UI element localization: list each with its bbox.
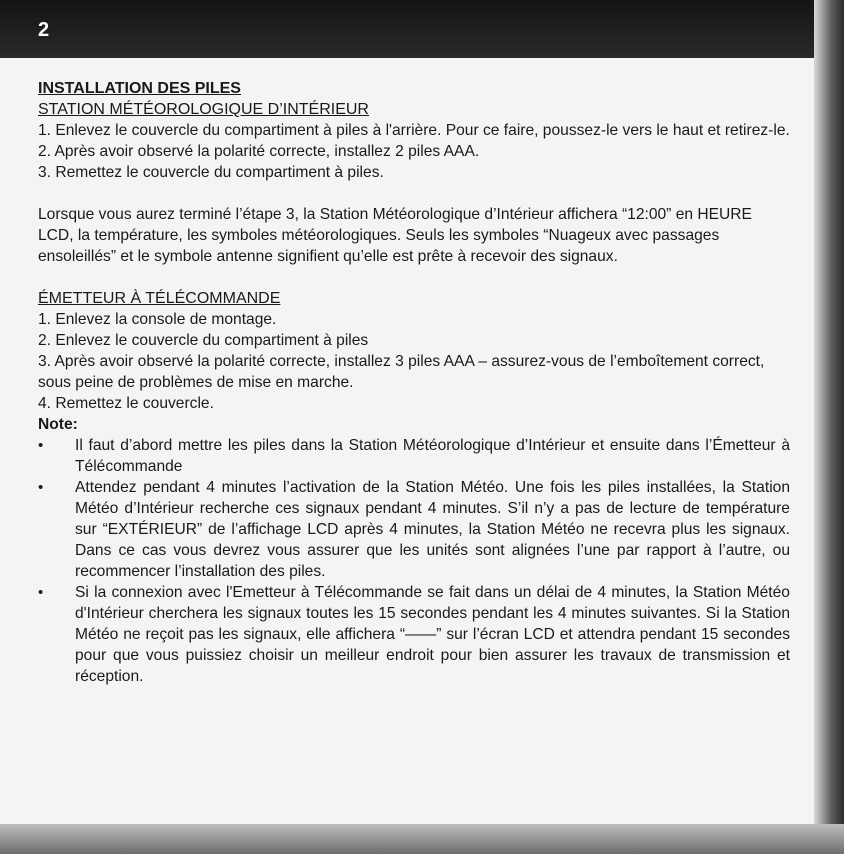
remote-step-1: 1. Enlevez la console de montage. (38, 311, 277, 328)
indoor-step-2: 2. Après avoir observé la polarité correcte, installez 2 piles AAA. (38, 143, 480, 160)
remote-steps (38, 309, 790, 414)
page-number: 2 (38, 19, 50, 41)
note-text: Attendez pendant 4 minutes l’activation de la Station Météo. Une fois les piles installées, la Station Météo d’Intérieur recherche ces signaux pendant 4 minutes. S’il n’y a pas de lecture de température sur “EXTÉRIEUR” de l’affichage LCD après 4 minutes, la Station Météo ne recevra plus les signaux. Dans ce cas vous devrez vous assurer que les unités sont alignées l’une par rapport à l’autre, ou recommencer l’installation des piles. (75, 479, 790, 580)
bullet-icon: • (38, 479, 44, 496)
page-title: INSTALLATION DES PILES (38, 80, 241, 97)
note-item (38, 435, 790, 477)
indoor-step-1: 1. Enlevez le couvercle du compartiment à piles à l'arrière. Pour ce faire, poussez-le vers le haut et retirez-le. (38, 122, 790, 139)
note-item (38, 582, 790, 687)
note-label: Note: (38, 416, 78, 433)
note-text: Il faut d’abord mettre les piles dans la Station Météorologique d’Intérieur et ensuite dans l’Émetteur à Télécommande (75, 437, 790, 475)
indoor-station-heading: STATION MÉTÉOROLOGIQUE D’INTÉRIEUR (38, 101, 369, 118)
top-band (0, 0, 844, 58)
remote-step-3: 3. Après avoir observé la polarité correcte, installez 3 piles AAA – assurez-vous de l’emboîtement correct, sous peine de problèmes de mise en marche. (38, 353, 765, 391)
indoor-paragraph: Lorsque vous aurez terminé l’étape 3, la Station Météorologique d’Intérieur affichera “12:00” en HEURE LCD, la température, les symboles météorologiques. Seuls les symboles “Nuageux avec passages ensoleillés” et le symbole antenne signifient qu’elle est prête à recevoir des signaux. (38, 206, 752, 265)
bullet-icon: • (38, 437, 44, 454)
document-body (38, 78, 790, 687)
indoor-steps (38, 120, 790, 183)
remote-transmitter-heading: ÉMETTEUR À TÉLÉCOMMANDE (38, 290, 281, 307)
note-item (38, 477, 790, 582)
notes-list (38, 435, 790, 687)
bottom-band (0, 824, 844, 854)
remote-step-4: 4. Remettez le couvercle. (38, 395, 214, 412)
bullet-icon: • (38, 584, 44, 601)
page-edge-shadow (814, 0, 844, 854)
note-text: Si la connexion avec l'Emetteur à Télécommande se fait dans un délai de 4 minutes, la Station Météo d'Intérieur cherchera les signaux toutes les 15 secondes pendant les 4 minutes suivantes. Si la Station Météo ne reçoit pas les signaux, elle affichera “——” sur l’écran LCD et attendra pendant 15 secondes pour que vous puissiez choisir un meilleur endroit pour bien assurer les travaux de transmission et réception. (75, 584, 790, 685)
remote-step-2: 2. Enlevez le couvercle du compartiment à piles (38, 332, 369, 349)
indoor-step-3: 3. Remettez le couvercle du compartiment à piles. (38, 164, 384, 181)
